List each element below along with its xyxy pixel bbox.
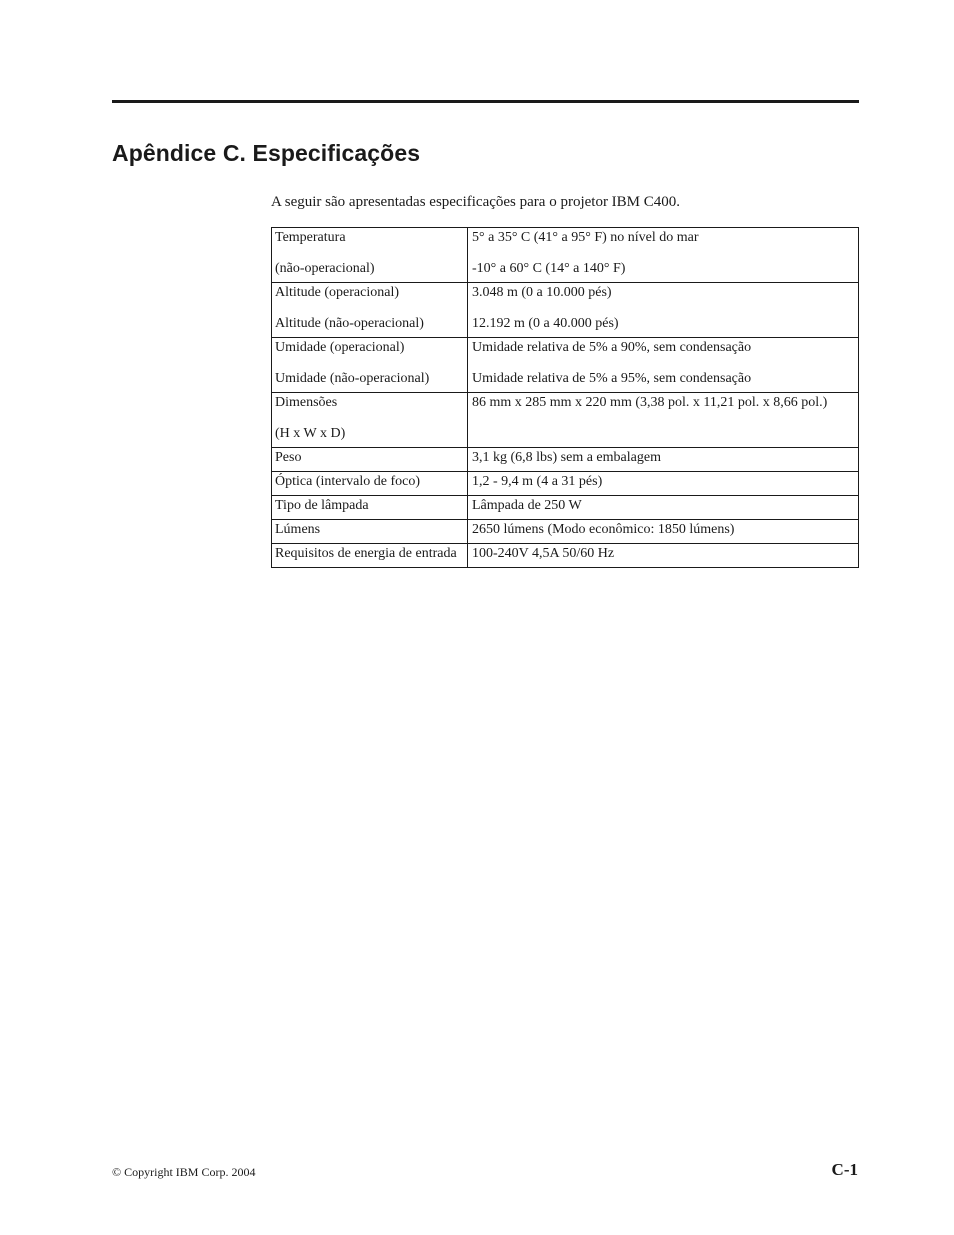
spec-label: Temperatura — [275, 230, 346, 245]
spec-label: Óptica (intervalo de foco) — [275, 474, 420, 489]
spec-value-cell — [468, 544, 859, 568]
top-rule — [112, 100, 859, 103]
copyright-notice: © Copyright IBM Corp. 2004 — [112, 1165, 256, 1179]
table-row — [272, 472, 859, 496]
spec-label: Lúmens — [275, 522, 321, 537]
spec-value: -10° a 60° C (14° a 140° F) — [472, 261, 626, 276]
spec-value: 1,2 - 9,4 m (4 a 31 pés) — [472, 474, 603, 489]
spec-label: Tipo de lâmpada — [275, 498, 369, 513]
spec-label-cell — [272, 393, 468, 448]
specifications-table — [271, 227, 859, 568]
table-row — [272, 496, 859, 520]
spec-value: Umidade relativa de 5% a 90%, sem condensação — [472, 340, 752, 355]
spec-label: Peso — [275, 450, 302, 465]
spec-value: 5° a 35° C (41° a 95° F) no nível do mar — [472, 230, 699, 245]
table-row — [272, 393, 859, 448]
spec-value-cell — [468, 283, 859, 338]
spec-value: 86 mm x 285 mm x 220 mm (3,38 pol. x 11,21 pol. x 8,66 pol.) — [472, 395, 828, 410]
spec-label-cell — [272, 338, 468, 393]
intro-text: A seguir são apresentadas especificações para o projetor IBM C400. — [271, 194, 681, 210]
spec-label: (H x W x D) — [275, 426, 346, 441]
table-row — [272, 338, 859, 393]
spec-value-cell — [468, 472, 859, 496]
table-row — [272, 228, 859, 283]
spec-label: Umidade (não-operacional) — [275, 371, 430, 386]
spec-label: Umidade (operacional) — [275, 340, 405, 355]
spec-value: 3.048 m (0 a 10.000 pés) — [472, 285, 612, 300]
spec-label-cell — [272, 520, 468, 544]
spec-label: Altitude (operacional) — [275, 285, 400, 300]
spec-label: Altitude (não-operacional) — [275, 316, 424, 331]
spec-label: (não-operacional) — [275, 261, 375, 276]
spec-value: Umidade relativa de 5% a 95%, sem condensação — [472, 371, 752, 386]
spec-value: Lâmpada de 250 W — [472, 498, 582, 513]
spec-label: Requisitos de energia de entrada — [275, 546, 457, 561]
spec-value-cell — [468, 393, 859, 448]
spec-value-cell — [468, 496, 859, 520]
spec-label-cell — [272, 496, 468, 520]
spec-value: 3,1 kg (6,8 lbs) sem a embalagem — [472, 450, 661, 465]
spec-label-cell — [272, 228, 468, 283]
spec-value-cell — [468, 520, 859, 544]
spec-value: 12.192 m (0 a 40.000 pés) — [472, 316, 619, 331]
table-row — [272, 448, 859, 472]
spec-value-cell — [468, 228, 859, 283]
table-row — [272, 544, 859, 568]
spec-label: Dimensões — [275, 395, 338, 410]
spec-label-cell — [272, 448, 468, 472]
spec-label-cell — [272, 472, 468, 496]
spec-value: 100-240V 4,5A 50/60 Hz — [472, 546, 615, 561]
page-title: Apêndice C. Especificações — [112, 140, 421, 166]
table-row — [272, 283, 859, 338]
spec-value: 2650 lúmens (Modo econômico: 1850 lúmens) — [472, 522, 735, 537]
page-number: C-1 — [831, 1160, 858, 1179]
spec-label-cell — [272, 544, 468, 568]
spec-value-cell — [468, 338, 859, 393]
spec-label-cell — [272, 283, 468, 338]
spec-value-cell — [468, 448, 859, 472]
table-row — [272, 520, 859, 544]
